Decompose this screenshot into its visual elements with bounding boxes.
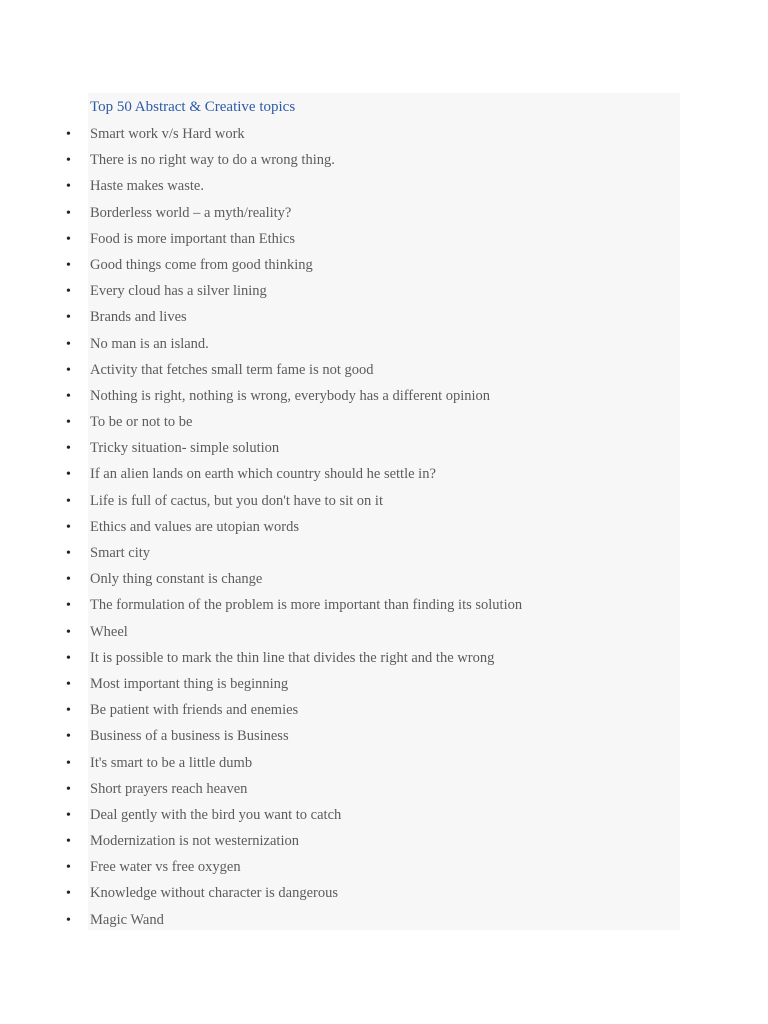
bullet-icon: • (66, 153, 71, 169)
topic-text: Free water vs free oxygen (90, 859, 241, 876)
topic-text: The formulation of the problem is more important than finding its solution (90, 597, 523, 614)
topic-text: If an alien lands on earth which country should he settle in? (90, 466, 436, 483)
bullet-icon: • (66, 886, 71, 902)
bullet-icon: • (66, 807, 71, 823)
bullet-icon: • (66, 729, 71, 745)
topic-text: Most important thing is beginning (90, 675, 289, 692)
topic-text: Smart city (90, 545, 151, 561)
bullet-icon: • (66, 676, 71, 692)
topic-text: Be patient with friends and enemies (90, 702, 299, 719)
bullet-icon: • (66, 284, 71, 300)
bullet-icon: • (66, 834, 71, 850)
topic-text: Deal gently with the bird you want to catch (90, 806, 342, 823)
topic-text: Wheel (90, 623, 128, 640)
topic-text: Activity that fetches small term fame is not good (90, 361, 374, 378)
bullet-icon: • (66, 310, 71, 326)
bullet-icon: • (66, 415, 71, 431)
bullet-icon: • (66, 127, 71, 142)
topic-text: Haste makes waste. (90, 178, 204, 195)
bullet-icon: • (66, 257, 71, 273)
bullet-icon: • (66, 755, 71, 771)
bullet-icon: • (66, 205, 71, 221)
bullet-icon: • (66, 467, 71, 483)
bullet-icon: • (66, 336, 71, 352)
topic-text: It's smart to be a little dumb (90, 754, 253, 771)
document-title: Top 50 Abstract & Creative topics (90, 99, 296, 115)
bullet-icon: • (66, 519, 71, 535)
topic-text: Tricky situation- simple solution (90, 440, 280, 457)
topic-text: To be or not to be (90, 414, 193, 431)
topic-text: Ethics and values are utopian words (90, 518, 299, 535)
topic-text: Smart work v/s Hard work (90, 126, 245, 142)
topic-text: Life is full of cactus, but you don't have to sit on it (90, 492, 383, 509)
bullet-icon: • (66, 493, 71, 509)
bullet-icon: • (66, 598, 71, 614)
topic-text: It is possible to mark the thin line that divides the right and the wrong (90, 649, 495, 666)
bullet-icon: • (66, 362, 71, 378)
topic-text: Modernization is not westernization (90, 833, 299, 850)
topic-text: Short prayers reach heaven (90, 780, 248, 797)
bullet-icon: • (66, 912, 71, 928)
topic-text: Knowledge without character is dangerous (90, 885, 339, 902)
bullet-icon: • (66, 179, 71, 195)
topic-text: Every cloud has a silver lining (90, 283, 267, 300)
topic-text: Good things come from good thinking (90, 256, 313, 273)
topic-text: Brands and lives (90, 309, 187, 326)
topic-text: Business of a business is Business (90, 728, 289, 745)
bullet-icon: • (66, 546, 71, 561)
bullet-icon: • (66, 231, 71, 247)
bullet-icon: • (66, 650, 71, 666)
bullet-icon: • (66, 441, 71, 457)
topic-text: Food is more important than Ethics (90, 230, 295, 247)
bullet-icon: • (66, 624, 71, 640)
bullet-icon: • (66, 388, 71, 404)
topic-text: Borderless world – a myth/reality? (90, 204, 292, 221)
topic-text: There is no right way to do a wrong thing. (90, 152, 335, 169)
bullet-icon: • (66, 781, 71, 797)
topic-text: Magic Wand (90, 911, 164, 928)
bullet-icon: • (66, 703, 71, 719)
bullet-icon: • (66, 860, 71, 876)
topic-text: No man is an island. (90, 335, 209, 352)
topic-text: Nothing is right, nothing is wrong, everybody has a different opinion (90, 387, 491, 404)
topic-text: Only thing constant is change (90, 571, 263, 588)
bullet-icon: • (66, 572, 71, 588)
